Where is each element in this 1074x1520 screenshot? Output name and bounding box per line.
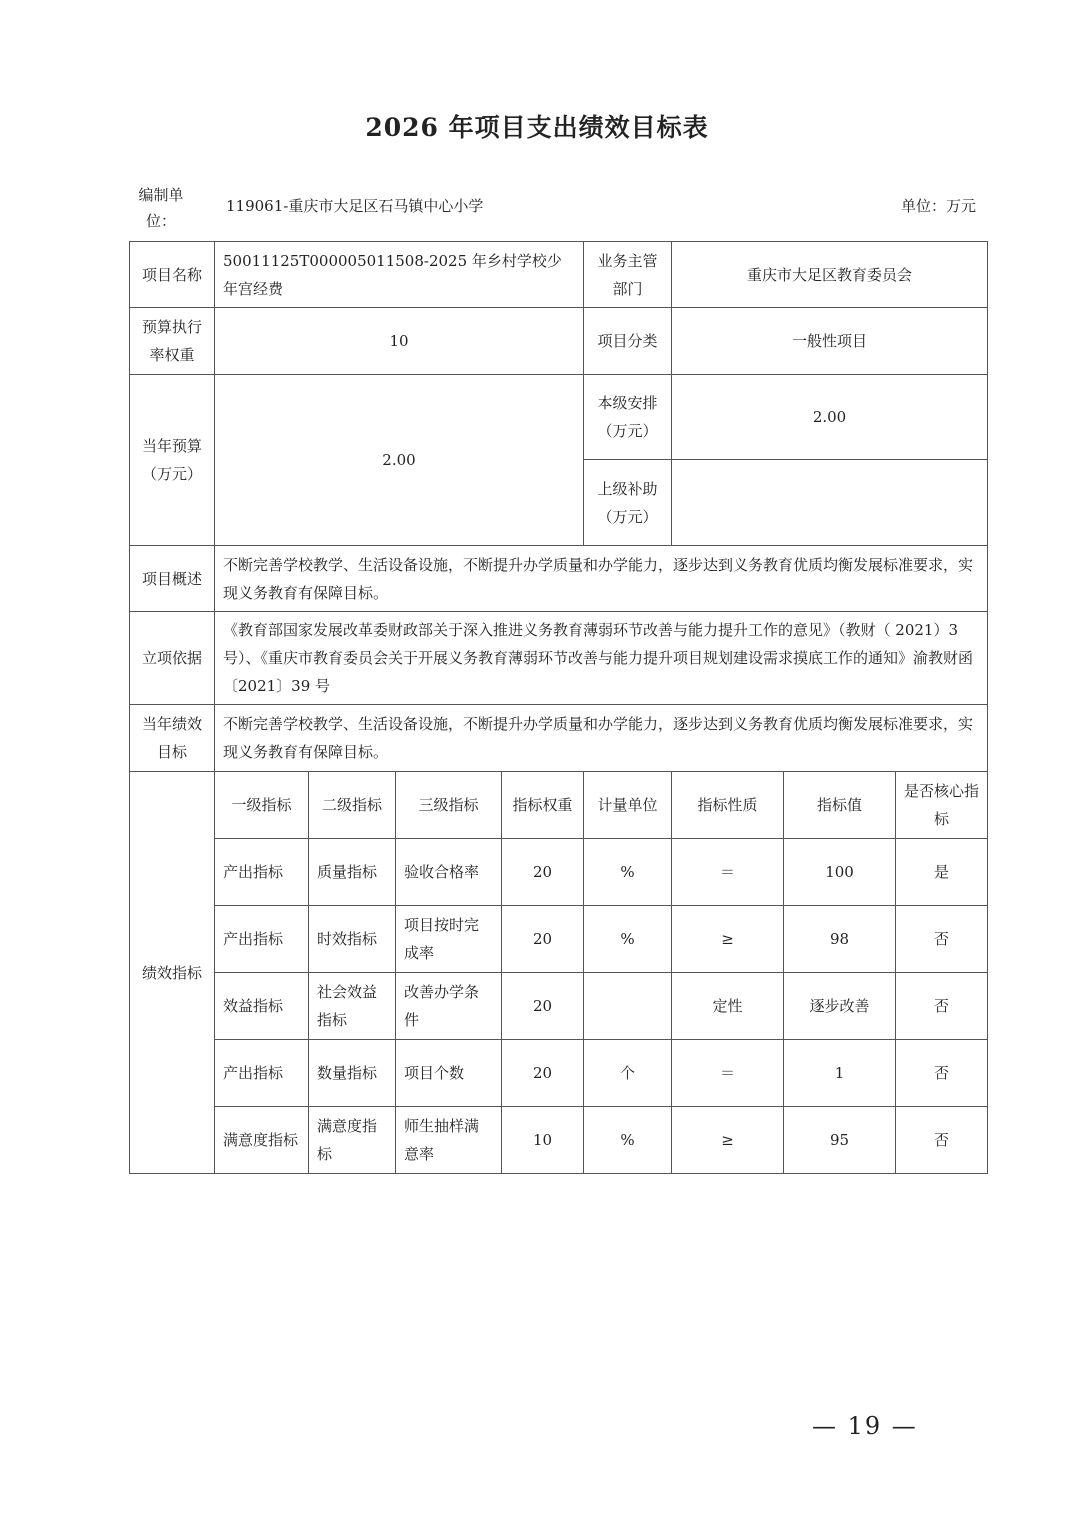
unit-value: 119061-重庆市大足区石马镇中心小学 xyxy=(226,197,484,215)
rate-label: 预算执行率权重 xyxy=(130,308,215,375)
indicator-row xyxy=(130,1107,988,1174)
row3-level3: 改善办学条件 xyxy=(396,973,502,1040)
project-name-label: 项目名称 xyxy=(130,242,215,308)
row3-unit xyxy=(584,973,672,1040)
row2-level1: 产出指标 xyxy=(215,906,309,973)
row4-nature: ＝ xyxy=(672,1040,784,1107)
row5-nature: ≥ xyxy=(672,1107,784,1174)
row4-value: 1 xyxy=(784,1040,896,1107)
row1-core: 是 xyxy=(896,839,988,906)
row5-unit: % xyxy=(584,1107,672,1174)
row2-level3: 项目按时完成率 xyxy=(396,906,502,973)
indicator-row xyxy=(130,906,988,973)
row2-level2: 时效指标 xyxy=(309,906,396,973)
row3-weight: 20 xyxy=(502,973,584,1040)
row2-value: 98 xyxy=(784,906,896,973)
row5-level3: 师生抽样满意率 xyxy=(396,1107,502,1174)
row4-weight: 20 xyxy=(502,1040,584,1107)
row5-level2: 满意度指标 xyxy=(309,1107,396,1174)
row5-value: 95 xyxy=(784,1107,896,1174)
overview-label: 项目概述 xyxy=(130,546,215,612)
type-label: 项目分类 xyxy=(584,308,672,375)
performance-table xyxy=(129,241,988,1174)
row4-unit: 个 xyxy=(584,1040,672,1107)
row2-nature: ≥ xyxy=(672,906,784,973)
header-nature: 指标性质 xyxy=(672,772,784,839)
header-level2: 二级指标 xyxy=(309,772,396,839)
row2-unit: % xyxy=(584,906,672,973)
indicator-row xyxy=(130,973,988,1040)
goal-label: 当年绩效目标 xyxy=(130,705,215,772)
row4-level2: 数量指标 xyxy=(309,1040,396,1107)
row1-unit: % xyxy=(584,839,672,906)
header-level3: 三级指标 xyxy=(396,772,502,839)
page-title: 2026 年项目支出绩效目标表 xyxy=(365,113,709,142)
money-unit: 单位：万元 xyxy=(900,197,976,215)
budget-value: 2.00 xyxy=(215,375,584,546)
unit-label: 编制单位： xyxy=(138,186,184,230)
row4-level3: 项目个数 xyxy=(396,1040,502,1107)
row2-weight: 20 xyxy=(502,906,584,973)
basis-label: 立项依据 xyxy=(130,612,215,705)
project-name-value: 50011125T000005011508-2025 年乡村学校少年宫经费 xyxy=(215,242,584,308)
row1-level2: 质量指标 xyxy=(309,839,396,906)
row1-level1: 产出指标 xyxy=(215,839,309,906)
row4-level1: 产出指标 xyxy=(215,1040,309,1107)
indicators-label: 绩效指标 xyxy=(130,772,215,1174)
dept-label: 业务主管部门 xyxy=(584,242,672,308)
row3-value: 逐步改善 xyxy=(784,973,896,1040)
type-value: 一般性项目 xyxy=(672,308,988,375)
header-unit: 计量单位 xyxy=(584,772,672,839)
header-level1: 一级指标 xyxy=(215,772,309,839)
row1-level3: 验收合格率 xyxy=(396,839,502,906)
header-weight: 指标权重 xyxy=(502,772,584,839)
budget-label: 当年预算（万元） xyxy=(130,375,215,546)
row1-weight: 20 xyxy=(502,839,584,906)
row4-core: 否 xyxy=(896,1040,988,1107)
indicator-row xyxy=(130,839,988,906)
row2-core: 否 xyxy=(896,906,988,973)
page-number: — 19 — xyxy=(812,1412,918,1440)
row3-level2: 社会效益指标 xyxy=(309,973,396,1040)
goal-value: 不断完善学校教学、生活设备设施，不断提升办学质量和办学能力，逐步达到义务教育优质均衡发展标准要求，实现义务教育有保障目标。 xyxy=(215,705,988,772)
header-meta xyxy=(130,180,986,236)
row1-nature: ＝ xyxy=(672,839,784,906)
row5-level1: 满意度指标 xyxy=(215,1107,309,1174)
header-core: 是否核心指标 xyxy=(896,772,988,839)
row3-core: 否 xyxy=(896,973,988,1040)
row3-level1: 效益指标 xyxy=(215,973,309,1040)
basis-value: 《教育部国家发展改革委财政部关于深入推进义务教育薄弱环节改善与能力提升工作的意见》（教财（ 2021）3 号）、《重庆市教育委员会关于开展义务教育薄弱环节改善与能力提升项目规划建设需求摸底工作的通知》渝教财函〔2021〕39 号 xyxy=(215,612,988,705)
dept-value: 重庆市大足区教育委员会 xyxy=(672,242,988,308)
row1-value: 100 xyxy=(784,839,896,906)
header-value: 指标值 xyxy=(784,772,896,839)
local-label: 本级安排（万元） xyxy=(584,375,672,460)
upper-value xyxy=(672,460,988,546)
row3-nature: 定性 xyxy=(672,973,784,1040)
upper-label: 上级补助（万元） xyxy=(584,460,672,546)
row5-weight: 10 xyxy=(502,1107,584,1174)
rate-value: 10 xyxy=(215,308,584,375)
indicator-row xyxy=(130,1040,988,1107)
overview-value: 不断完善学校教学、生活设备设施，不断提升办学质量和办学能力，逐步达到义务教育优质均衡发展标准要求，实现义务教育有保障目标。 xyxy=(215,546,988,612)
local-value: 2.00 xyxy=(672,375,988,460)
row5-core: 否 xyxy=(896,1107,988,1174)
